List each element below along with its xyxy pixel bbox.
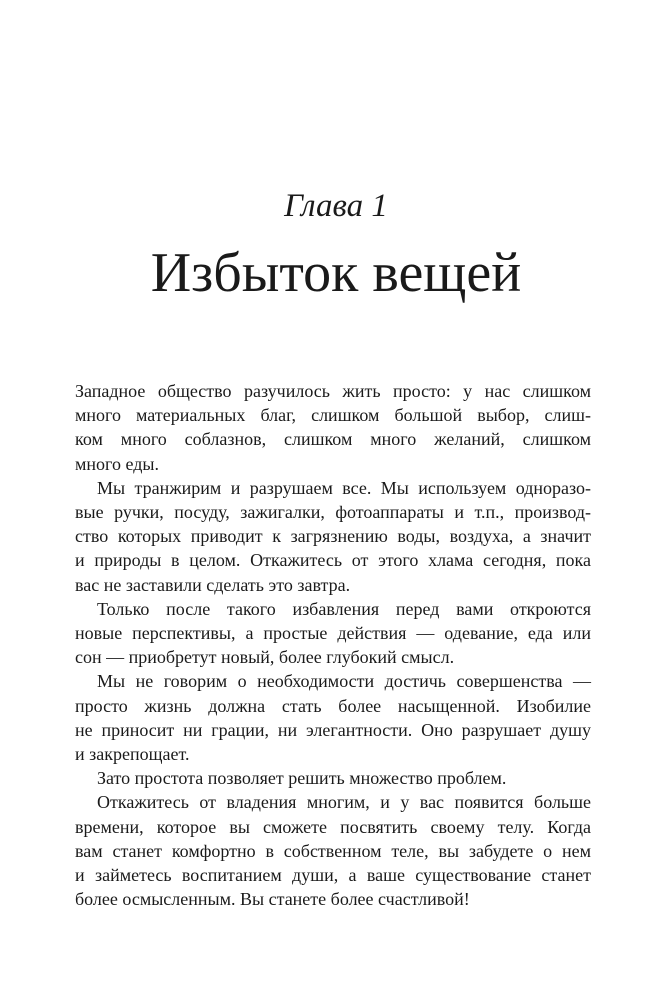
text-line: Мы транжирим и разрушаем все. Мы используем одноразо- xyxy=(97,477,591,498)
text-line: много материальных благ, слишком большой выбор, слиш- xyxy=(75,405,591,426)
paragraph xyxy=(75,476,591,597)
paragraph xyxy=(75,379,591,476)
text-line: времени, которое вы сможете посвятить своему телу. Когда xyxy=(75,816,591,837)
text-line: Западное общество разучилось жить просто: у нас слишком xyxy=(75,381,591,401)
paragraph xyxy=(75,790,591,911)
paragraph xyxy=(75,597,591,670)
text-line: более осмысленным. Вы станете более счастливой! xyxy=(75,889,470,910)
chapter-number: Глава 1 xyxy=(284,188,388,224)
text-line: сон — приобретут новый, более глубокий смысл. xyxy=(75,647,455,668)
text-line: Откажитесь от владения многим, и у вас появится больше xyxy=(97,792,591,813)
text-line: ком много соблазнов, слишком много желаний, слишком xyxy=(75,429,591,450)
chapter-title: Избыток вещей xyxy=(150,242,522,304)
text-line: вас не заставили сделать это завтра. xyxy=(75,574,351,595)
text-line: просто жизнь должна стать более насыщенной. Изобилие xyxy=(75,695,591,716)
text-line: и займетесь воспитанием души, а ваше существование станет xyxy=(75,865,591,886)
text-line: Только после такого избавления перед вами откроются xyxy=(97,598,591,619)
text-line: вам станет комфортно в собственном теле, вы забудете о нем xyxy=(75,840,591,861)
text-line: Зато простота позволяет решить множество проблем. xyxy=(97,768,507,789)
paragraph xyxy=(75,766,591,790)
chapter-body xyxy=(75,379,591,911)
text-line: новые перспективы, а простые действия — одевание, еда или xyxy=(75,623,591,644)
paragraph xyxy=(75,669,591,766)
text-line: Мы не говорим о необходимости достичь совершенства — xyxy=(97,671,591,692)
text-line: и закрепощает. xyxy=(75,744,190,765)
text-line: вые ручки, посуду, зажигалки, фотоаппараты и т.п., производ- xyxy=(75,502,591,523)
text-line: и природы в целом. Откажитесь от этого хлама сегодня, пока xyxy=(75,550,591,571)
text-line: не приносит ни грации, ни элегантности. Оно разрушает душу xyxy=(75,719,591,740)
text-line: ство которых приводит к загрязнению воды, воздуха, а значит xyxy=(75,526,591,547)
text-line: много еды. xyxy=(75,453,159,474)
